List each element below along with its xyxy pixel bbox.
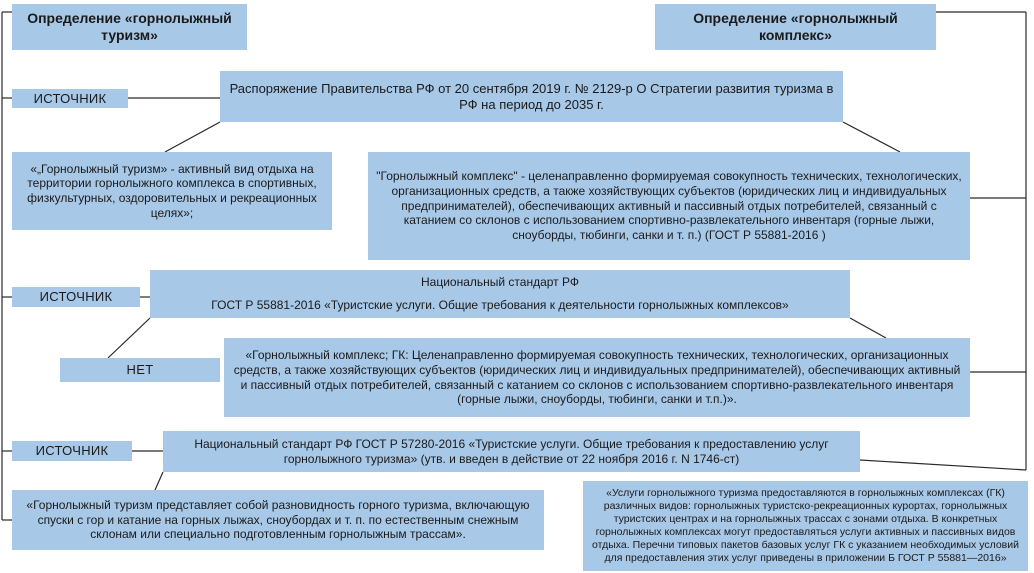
services-ski-tourism-gost: «Услуги горнолыжного туризма предоставляются в горнолыжных комплексах (ГК) различных видов: горнолыжных туристско-рекреационных курортах, горнолыжных туристских центрах и на горнолыжных трассах с зонами отдыха. В конкретных горнолыжных комплексах могут предоставляться услуги активных и пассивных видов отдыха. Перечни типовых пакетов базовых услуг ГК с указанием необходимых условий для предоставления этих услуг приведены в приложении Б ГОСТ Р 55881—2016» [583, 481, 1028, 571]
definition-complex-strategy: "Горнолыжный комплекс" - целенаправленно формируемая совокупность технических, технологических, организационных средств, а также хозяйствующих субъектов (юридических лиц и индивидуальных предпринимателей), обеспечивающих активный и пассивный отдых потребителей, связанный с катанием со склонов с использованием спортивно-развлекательного инвентаря (горные лыжи, сноуборды, тюбинги, санки и т. п.) (ГОСТ Р 55881-2016 ) [368, 152, 970, 260]
source-gost-55881 [150, 270, 850, 318]
source-gost-57280: Национальный стандарт РФ ГОСТ Р 57280-2016 «Туристские услуги. Общие требования к предоставлению услуг горнолыжного туризма» (утв. и введен в действие от 22 ноября 2016 г. N 1746-ст) [163, 431, 860, 472]
source-label-1: ИСТОЧНИК [12, 89, 128, 108]
source-gost-55881-line2: ГОСТ Р 55881-2016 «Туристские услуги. Общие требования к деятельности горнолыжных комплексов» [211, 298, 789, 312]
header-tourism: Определение «горнолыжный туризм» [12, 4, 247, 50]
source-strategy-2019: Распоряжение Правительства РФ от 20 сентября 2019 г. № 2129-р О Стратегии развития туризма в РФ на период до 2035 г. [220, 71, 843, 122]
header-complex: Определение «горнолыжный комплекс» [655, 4, 936, 50]
source2-to-complex2 [850, 318, 886, 338]
definition-tourism-gost: «Горнолыжный туризм представляет собой разновидность горного туризма, включающую спуски с гор и катание на горных лыжах, сноубордах и т. п. по естественным снежным склонам или специально подготовленным горнолыжным трассам». [12, 490, 544, 550]
definition-tourism-strategy: «„Горнолыжный туризм» - активный вид отдыха на территории горнолыжного комплекса в спортивных, физкультурных, оздоровительных и рекреационных целях»; [12, 152, 332, 230]
source1-to-tourism1 [165, 122, 220, 152]
source-gost-55881-line1: Национальный стандарт РФ [420, 275, 579, 290]
none-label: НЕТ [60, 358, 220, 382]
source3-to-tourism3 [155, 472, 163, 490]
source3-to-services3 [860, 460, 1026, 470]
source-label-2: ИСТОЧНИК [12, 287, 140, 307]
definition-complex-gost: «Горнолыжный комплекс; ГК: Целенаправленно формируемая совокупность технических, технологических, организационных средств, а также хозяйствующих субъектов (юридических лиц и индивидуальных предпринимателей), обеспечивающих активный и пассивный отдых потребителей, связанный с катанием со склонов с использованием спортивно-развлекательного инвентаря (горные лыжи, сноуборды, тюбинги, санки и т.п.)». [224, 338, 970, 417]
source-label-3: ИСТОЧНИК [12, 441, 132, 461]
source1-to-complex1 [843, 122, 900, 152]
source2-to-none [108, 318, 150, 358]
